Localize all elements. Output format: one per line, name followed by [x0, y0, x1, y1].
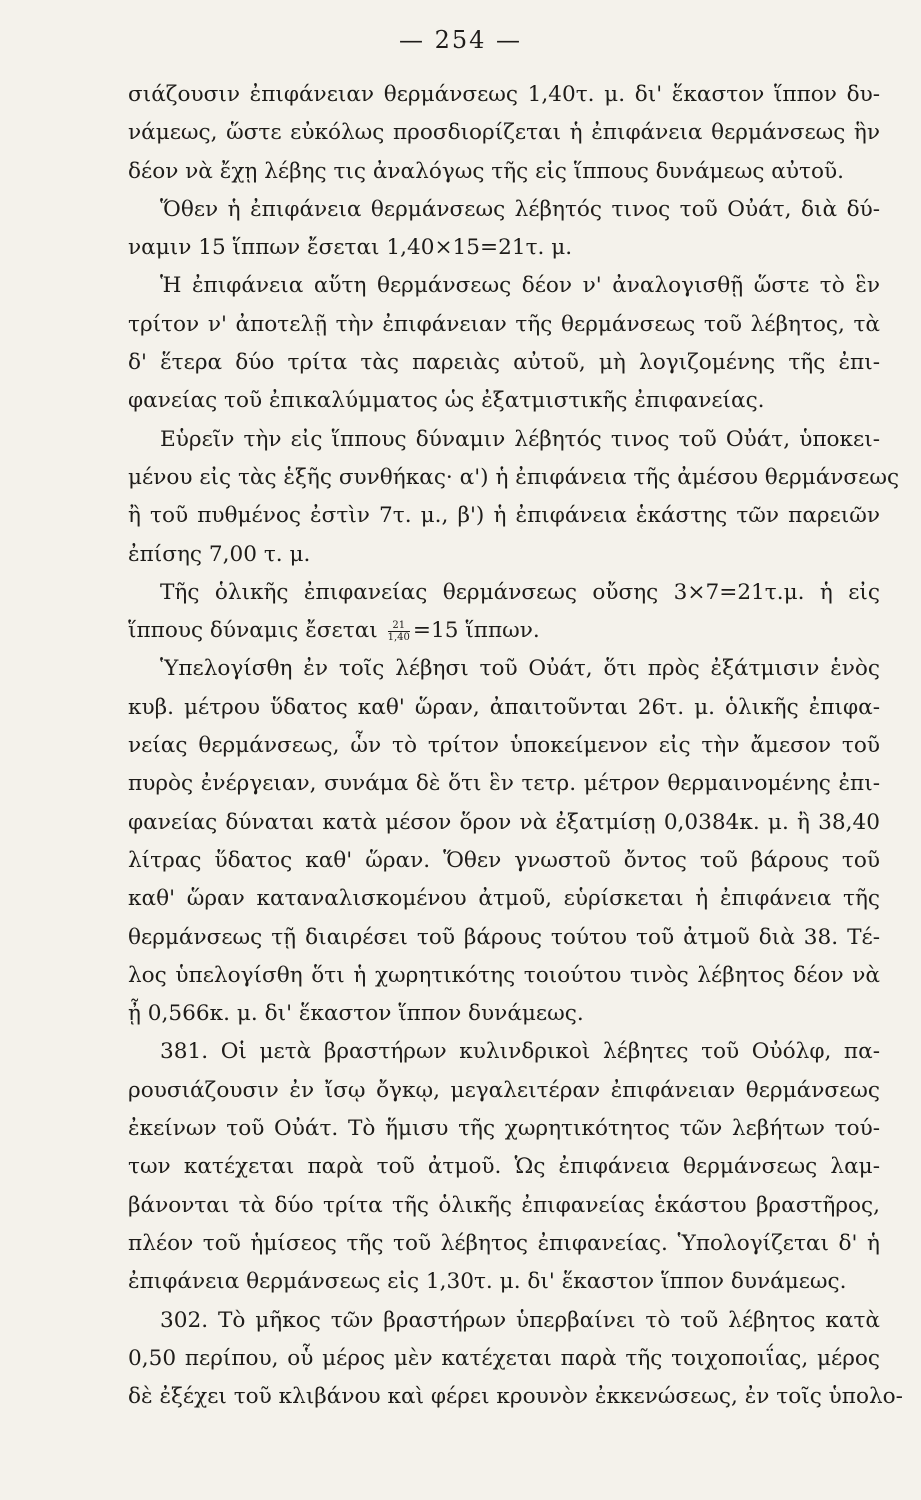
text-line: Ἡ ἐπιφάνεια αὕτη θερμάνσεως δέον ν' ἀναλογισθῇ ὥστε τὸ ἓν [160, 273, 880, 299]
text-line: 0,50 περίπου, οὗ μέρος μὲν κατέχεται παρὰ τῆς τοιχοποιΐας, μέρος [128, 1345, 880, 1371]
fraction-result: =15 ἵππων. [412, 618, 540, 644]
text-line: πυρὸς ἐνέργειαν, συνάμα δὲ ὅτι ἓν τετρ. μέτρον θερμαινομένης ἐπι- [128, 771, 880, 797]
text-line: ἐπίσης 7,00 τ. μ. [128, 541, 311, 567]
text-line: τρίτον ν' ἀποτελῇ τὴν ἐπιφάνειαν τῆς θερμάνσεως τοῦ λέβητος, τὰ [128, 311, 880, 337]
text-line: Εὑρεῖν τὴν εἰς ἵππους δύναμιν λέβητός τινος τοῦ Οὐάτ, ὑποκει- [160, 426, 880, 452]
page-body-text [128, 76, 903, 1416]
section-302-start: 302. Τὸ μῆκος τῶν βραστήρων ὑπερβαίνει τὸ τοῦ λέβητος κατὰ [160, 1307, 880, 1333]
text-line: κυβ. μέτρου ὕδατος καθ' ὥραν, ἀπαιτοῦνται 26τ. μ. ὁλικῆς ἐπιφα- [128, 694, 880, 720]
text-line: ναμιν 15 ἵππων ἔσεται 1,40×15=21τ. μ. [128, 235, 573, 261]
text-line: δὲ ἐξέχει τοῦ κλιβάνου καὶ φέρει κρουνὸν ἐκκενώσεως, ἐν τοῖς ὑπολο- [128, 1384, 903, 1410]
text-line-with-fraction [128, 612, 880, 650]
text-line: ἐπιφάνεια θερμάνσεως εἰς 1,30τ. μ. δι' ἕκαστον ἵππον δυνάμεως. [128, 1269, 847, 1295]
text-line: δ' ἕτερα δύο τρίτα τὰς παρειὰς αὐτοῦ, μὴ λογιζομένης τῆς ἐπι- [128, 350, 880, 376]
page-number: — 254 — [398, 26, 523, 54]
text-line: λος ὑπελογίσθη ὅτι ἡ χωρητικότης τοιούτου τινὸς λέβητος δέον νὰ [128, 962, 880, 988]
text-line: φανείας τοῦ ἐπικαλύμματος ὡς ἐξατμιστικῆς ἐπιφανείας. [128, 388, 765, 414]
text-line: θερμάνσεως τῇ διαιρέσει τοῦ βάρους τούτου τοῦ ἀτμοῦ διὰ 38. Τέ- [128, 924, 880, 950]
text-line: των κατέχεται παρὰ τοῦ ἀτμοῦ. Ὡς ἐπιφάνεια θερμάνσεως λαμ- [128, 1154, 880, 1180]
text-line: σιάζουσιν ἐπιφάνειαν θερμάνσεως 1,40τ. μ. δι' ἕκαστον ἵππον δυ- [128, 82, 880, 107]
text-line: Ὅθεν ἡ ἐπιφάνεια θερμάνσεως λέβητός τινος τοῦ Οὐάτ, διὰ δύ- [160, 196, 880, 222]
text-line: ἢ τοῦ πυθμένος ἐστὶν 7τ. μ., β') ἡ ἐπιφάνεια ἑκάστης τῶν παρειῶν [128, 503, 880, 529]
text-line: νάμεως, ὥστε εὐκόλως προσδιορίζεται ἡ ἐπιφάνεια θερμάνσεως ἣν [128, 120, 880, 146]
fraction [388, 620, 410, 643]
text-line: καθ' ὥραν καταναλισκομένου ἀτμοῦ, εὑρίσκεται ἡ ἐπιφάνεια τῆς [128, 886, 880, 912]
text-line: ἐκείνων τοῦ Οὐάτ. Τὸ ἥμισυ τῆς χωρητικότητος τῶν λεβήτων τού- [128, 1116, 880, 1142]
text-line: νείας θερμάνσεως, ὧν τὸ τρίτον ὑποκείμενον εἰς τὴν ἄμεσον τοῦ [128, 733, 880, 759]
text-line: Ὑπελογίσθη ἐν τοῖς λέβησι τοῦ Οὐάτ, ὅτι πρὸς ἐξάτμισιν ἑνὸς [160, 656, 880, 682]
text-line: ρουσιάζουσιν ἐν ἴσῳ ὄγκῳ, μεγαλειτέραν ἐπιφάνειαν θερμάνσεως [128, 1077, 880, 1103]
text-line: πλέον τοῦ ἡμίσεος τῆς τοῦ λέβητος ἐπιφανείας. Ὑπολογίζεται δ' ἡ [128, 1230, 880, 1256]
text-line: ᾖ 0,566κ. μ. δι' ἕκαστον ἵππον δυνάμεως. [128, 1001, 584, 1027]
text-line: δέον νὰ ἔχῃ λέβης τις ἀναλόγως τῆς εἰς ἵππους δυνάμεως αὐτοῦ. [128, 158, 844, 184]
fraction-line-text: ἵππους δύναμις ἔσεται [128, 618, 378, 644]
text-line: βάνονται τὰ δύο τρίτα τῆς ὁλικῆς ἐπιφανείας ἑκάστου βραστῆρος, [128, 1192, 880, 1218]
text-line: φανείας δύναται κατὰ μέσον ὅρον νὰ ἐξατμίσῃ 0,0384κ. μ. ἢ 38,40 [128, 809, 880, 835]
text-line: Τῆς ὁλικῆς ἐπιφανείας θερμάνσεως οὔσης 3×7=21τ.μ. ἡ εἰς [160, 579, 880, 605]
text-line: μένου εἰς τὰς ἑξῆς συνθήκας· α') ἡ ἐπιφάνεια τῆς ἀμέσου θερμάνσεως [128, 464, 900, 490]
section-381-start: 381. Οἱ μετὰ βραστήρων κυλινδρικοὶ λέβητες τοῦ Οὐόλφ, πα- [160, 1039, 880, 1065]
fraction-numerator: 21 [392, 619, 406, 631]
fraction-denominator: 1,40 [387, 631, 410, 643]
text-line: λίτρας ὕδατος καθ' ὥραν. Ὅθεν γνωστοῦ ὄντος τοῦ βάρους τοῦ [128, 847, 880, 873]
